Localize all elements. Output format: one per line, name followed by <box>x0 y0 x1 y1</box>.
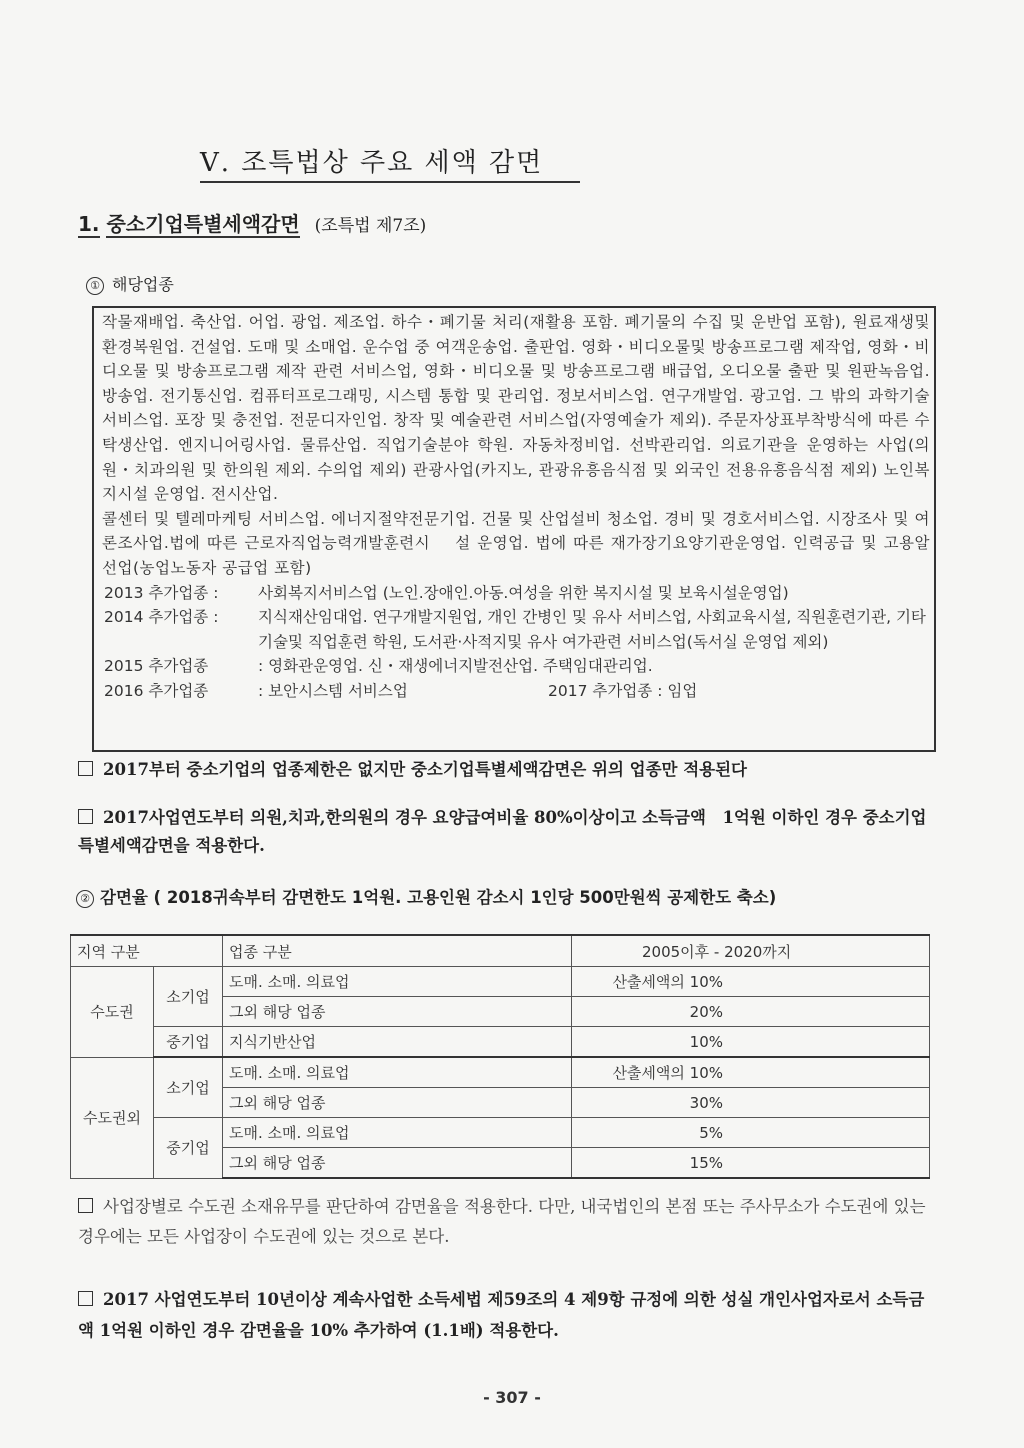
industry-cell: 그외 해당 업종 <box>223 997 572 1027</box>
reduction-rate-table <box>70 934 930 1179</box>
addition-2013 <box>102 581 930 606</box>
rate-cell: 산출세액의 10% <box>572 967 930 997</box>
note-industry-restriction-text: 2017부터 중소기업의 업종제한은 없지만 중소기업특별세액감면은 위의 업종만 적용된다 <box>103 760 747 779</box>
region-capital: 수도권 <box>71 967 154 1058</box>
rate-cell: 산출세액의 10% <box>572 1057 930 1088</box>
square-bullet-icon <box>78 1291 93 1306</box>
note-faithful-business <box>78 1284 938 1346</box>
section-title <box>78 208 426 237</box>
size-medium-capital: 중기업 <box>154 1027 223 1058</box>
rate-cell: 30% <box>572 1088 930 1118</box>
industry-cell: 그외 해당 업종 <box>223 1088 572 1118</box>
rate-cell: 15% <box>572 1148 930 1179</box>
rate-heading <box>76 884 776 908</box>
size-small-non-capital: 소기업 <box>154 1057 223 1118</box>
square-bullet-icon <box>78 761 93 776</box>
section-number: 1. <box>78 212 100 236</box>
table-row <box>71 1027 930 1058</box>
addition-2014 <box>102 605 930 654</box>
addition-2013-label: 2013 추가업종 : <box>104 583 219 602</box>
note-capital-region <box>78 1192 938 1252</box>
table-row <box>71 967 930 997</box>
chapter-title: Ⅴ. 조특법상 주요 세액 감면 <box>200 142 580 183</box>
industries-heading-text: 해당업종 <box>112 275 174 294</box>
note-medical-clinics-text: 2017사업연도부터 의원,치과,한의원의 경우 요양급여비율 80%이상이고 소득금액 1억원 이하인 경우 중소기업특별세액감면을 적용한다. <box>78 808 927 855</box>
note-faithful-business-text: 2017 사업연도부터 10년이상 계속사업한 소득세법 제59조의 4 제9항 규정에 의한 성실 개인사업자로서 소득금액 1억원 이하인 경우 감면율을 10% 추가하여 (1.1배) 적용한다. <box>78 1290 925 1340</box>
addition-2017-text: 2017 추가업종 : 임업 <box>548 681 698 700</box>
rate-cell: 20% <box>572 997 930 1027</box>
rate-cell: 10% <box>572 1027 930 1058</box>
section-law-reference: (조특법 제7조) <box>314 216 427 236</box>
addition-2016-label: 2016 추가업종 <box>104 681 209 700</box>
page-number: - 307 - <box>483 1388 541 1407</box>
header-rate: 2005이후 - 2020까지 <box>572 935 930 967</box>
circled-two-mark: ② <box>76 890 94 908</box>
addition-2014-label: 2014 추가업종 : <box>104 608 219 627</box>
industry-cell: 도매. 소매. 의료업 <box>223 967 572 997</box>
section-main-title: 중소기업특별세액감면 <box>106 212 300 236</box>
addition-2015-text: : 영화관운영업. 신・재생에너지발전산업. 주택임대관리업. <box>258 657 653 676</box>
header-industry: 업종 구분 <box>223 935 572 967</box>
note-capital-region-text: 사업장별로 수도권 소재유무를 판단하여 감면율을 적용한다. 다만, 내국법인의 본점 또는 주사무소가 수도권에 있는 경우에는 모든 사업장이 수도권에 있는 것으로 본다. <box>78 1197 926 1246</box>
header-region: 지역 구분 <box>71 935 223 967</box>
industries-box <box>92 306 936 752</box>
industry-cell: 그외 해당 업종 <box>223 1148 572 1179</box>
table-row <box>71 1057 930 1088</box>
addition-2015-label: 2015 추가업종 <box>104 657 209 676</box>
square-bullet-icon <box>78 1198 93 1213</box>
industries-paragraph-1: 작물재배업. 축산업. 어업. 광업. 제조업. 하수・폐기물 처리(재활용 포함. 폐기물의 수집 및 운반업 포함), 원료재생및 환경복원업. 건설업. 도매 및 소매업. 운수업 중 여객운송업. 출판업. 영화・비디오물및 방송프로그램 제작업, 영화・비디오물 및 방송프로그램 제작 관련 서비스업, 영화・비디오물 및 방송프로그램 배급업, 오디오물 출판 및 원판녹음업. 방송업. 전기통신업. 컴퓨터프로그래밍, 시스템 통합 및 관리업. 정보서비스업. 연구개발업. 광고업. 그 밖의 과학기술서비스업. 포장 및 충전업. 전문디자인업. 창작 및 예술관련 서비스업(자영예술가 제외). 주문자상표부착방식에 따른 수탁생산업. 엔지니어링사업. 물류산업. 직업기술분야 학원. 자동차정비업. 선박관리업. 의료기관을 운영하는 사업(의원・치과의원 및 한의원 제외. 수의업 제외) 관광사업(카지노, 관광유흥음식점 및 외국인 전용유흥음식점 제외) 노인복지시설 운영업. 전시산업. <box>102 313 930 504</box>
addition-2016 <box>102 679 930 704</box>
industry-cell: 도매. 소매. 의료업 <box>223 1057 572 1088</box>
addition-2014-text: 지식재산임대업. 연구개발지원업, 개인 간병인 및 유사 서비스업, 사회교육시설, 직원훈련기관, 기타 기술및 직업훈련 학원, 도서관·사적지및 유사 여가관련 서비스업(독서실 운영업 제외) <box>258 608 926 651</box>
region-non-capital: 수도권외 <box>71 1057 154 1178</box>
square-bullet-icon <box>78 809 93 824</box>
industries-heading <box>86 272 174 295</box>
table-row <box>71 1118 930 1148</box>
industries-paragraph-2: 콜센터 및 텔레마케팅 서비스업. 에너지절약전문기업. 건물 및 산업설비 청소업. 경비 및 경호서비스업. 시장조사 및 여론조사업.법에 따른 근로자직업능력개발훈련시 설 운영업. 법에 따른 재가장기요양기관운영업. 인력공급 및 고용알선업(농업노동자 공급업 포함) <box>102 509 930 577</box>
table-header-row <box>71 935 930 967</box>
size-small-capital: 소기업 <box>154 967 223 1027</box>
industry-cell: 도매. 소매. 의료업 <box>223 1118 572 1148</box>
addition-2016-text: : 보안시스템 서비스업 <box>258 681 408 700</box>
addition-2013-text: 사회복지서비스업 (노인.장애인.아동.여성을 위한 복지시설 및 보육시설운영업) <box>258 583 789 602</box>
note-industry-restriction <box>78 756 928 784</box>
circled-one-mark: ① <box>86 277 104 295</box>
addition-2015 <box>102 654 930 679</box>
size-medium-non-capital: 중기업 <box>154 1118 223 1179</box>
rate-heading-text: 감면율 ( 2018귀속부터 감면한도 1억원. 고용인원 감소시 1인당 500만원씩 공제한도 축소) <box>100 888 777 907</box>
rate-cell: 5% <box>572 1118 930 1148</box>
industry-cell: 지식기반산업 <box>223 1027 572 1058</box>
note-medical-clinics <box>78 804 928 860</box>
